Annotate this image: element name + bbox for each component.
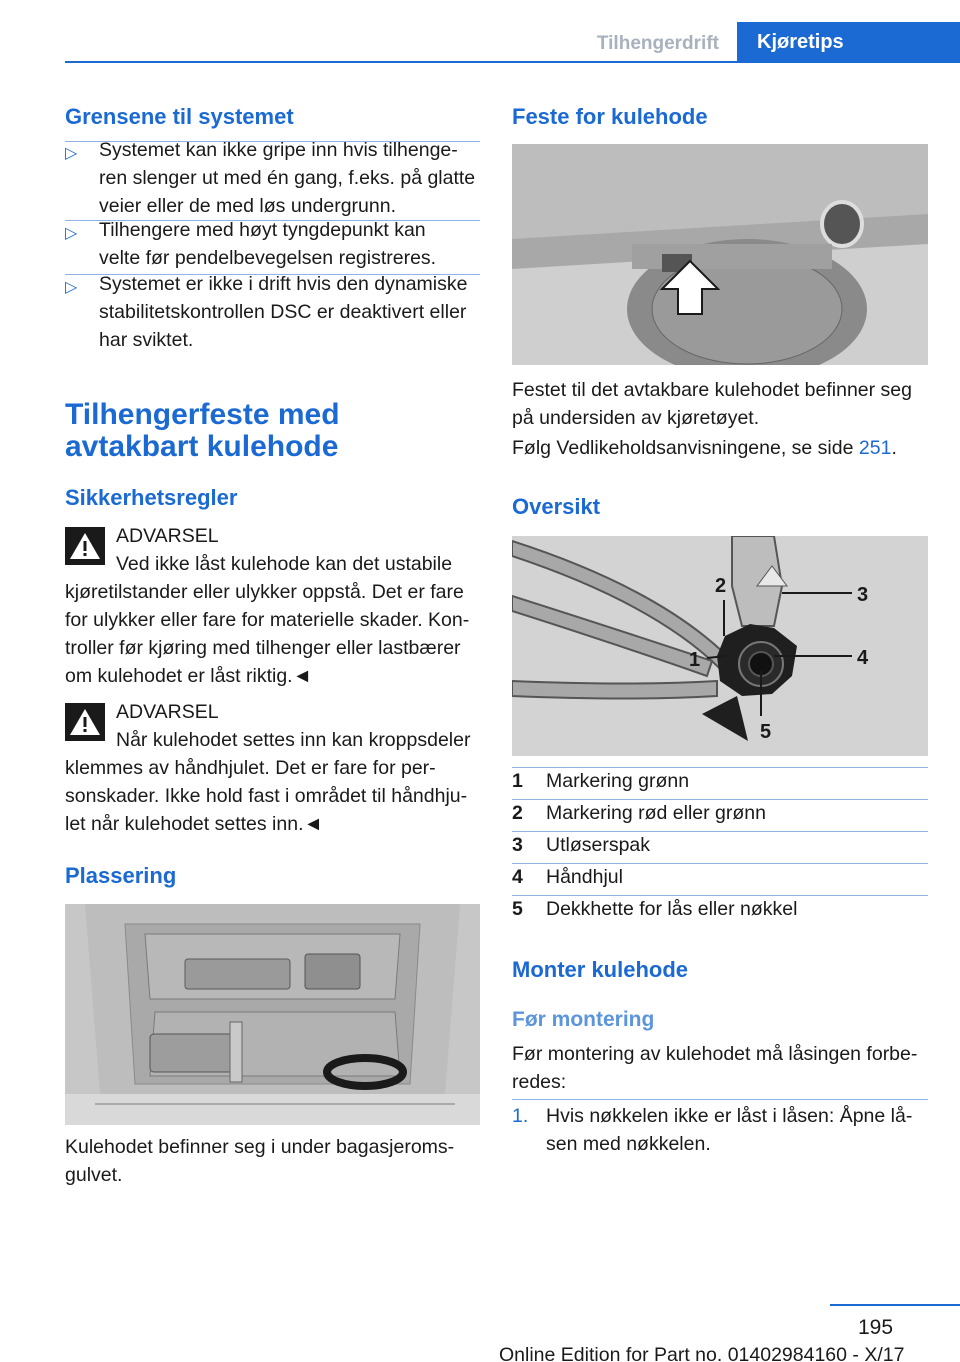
warning-1-label: ADVARSEL [116, 525, 219, 547]
header-tab-section[interactable]: Tilhengerdrift [596, 33, 719, 54]
warning-2-label: ADVARSEL [116, 701, 219, 723]
legend-number: 2 [512, 802, 523, 824]
text-line: redes: [512, 1071, 567, 1093]
placement-caption [65, 1133, 480, 1189]
rear-underside-image [512, 144, 928, 365]
divider [512, 1099, 928, 1100]
text-line: på undersiden av kjøretøyet. [512, 407, 760, 429]
maintenance-note [512, 434, 928, 462]
warning-2-first-line: Når kulehodet settes inn kan kroppsdeler [116, 729, 471, 751]
text-line: Tilhengere med høyt tyngdepunkt kan [99, 219, 426, 241]
step-number: 1. [512, 1105, 529, 1127]
safety-heading: Sikkerhetsregler [65, 485, 238, 510]
ball-head-overview-image [512, 536, 928, 756]
limits-item-3 [65, 270, 480, 354]
limits-item-2 [65, 216, 480, 272]
callout-2: 2 [715, 575, 727, 597]
callout-4: 4 [857, 647, 869, 669]
maintenance-note-suffix: . [891, 437, 897, 459]
text-line: velte før pendelbevegelsen registreres. [99, 247, 437, 269]
warning-1-body [65, 578, 480, 690]
legend-number: 1 [512, 770, 523, 792]
callout-5: 5 [760, 721, 772, 743]
text-line: troller før kjøring med tilhenger eller lastbærer [65, 637, 461, 659]
triangle-bullet-icon: ▷ [65, 145, 78, 162]
warning-1-first-line: Ved ikke låst kulehode kan det ustabile [116, 553, 453, 575]
callout-1: 1 [689, 649, 701, 671]
callout-3: 3 [857, 584, 869, 606]
header-rule [65, 61, 960, 63]
text-line: gulvet. [65, 1164, 123, 1186]
legend-text: Håndhjul [546, 866, 623, 888]
page-number: 195 [858, 1316, 894, 1339]
text-line: veier eller de med løs undergrunn. [99, 195, 396, 217]
triangle-bullet-icon: ▷ [65, 225, 78, 242]
text-line: Kulehodet befinner seg i under bagasjeroms- [65, 1136, 455, 1158]
mount-heading: Feste for kulehode [512, 104, 708, 129]
text-line: Systemet er ikke i drift hvis den dynamiske [99, 273, 468, 295]
warning-icon [65, 703, 105, 741]
text-line: kjøretilstander eller ulykker oppstå. Det er fare [65, 581, 464, 603]
text-line: for ulykker eller fare for materielle skader. Kon- [65, 609, 470, 631]
text-line: Systemet kan ikke gripe inn hvis tilhenge- [99, 139, 458, 161]
text-line: har sviktet. [99, 329, 194, 351]
placement-heading: Plassering [65, 863, 177, 888]
text-line: Hvis nøkkelen ikke er låst i låsen: Åpne lå- [546, 1105, 913, 1127]
text-line: Før montering av kulehodet må låsingen forbe- [512, 1043, 918, 1065]
text-line: sonskader. Ikke hold fast i området til håndhju- [65, 785, 468, 807]
legend-number: 3 [512, 834, 523, 856]
text-line: ren slenger ut med én gang, f.eks. på glatte [99, 167, 476, 189]
text-line: sen med nøkkelen. [546, 1133, 711, 1155]
header-tab-chapter[interactable]: Kjøretips [737, 22, 960, 63]
footer-rule [830, 1304, 960, 1306]
legend-text: Markering rød eller grønn [546, 802, 766, 824]
warning-2-body [65, 754, 480, 838]
edition-note: Online Edition for Part no. 01402984160 - X/17 [499, 1344, 905, 1362]
trunk-floor-image [65, 904, 480, 1125]
overview-heading: Oversikt [512, 494, 601, 519]
limits-item-1 [65, 136, 480, 220]
page-reference-link[interactable]: 251 [858, 437, 892, 459]
legend-text: Utløserspak [546, 834, 651, 856]
text-line: let når kulehodet settes inn.◄ [65, 813, 323, 835]
legend-text: Dekkhette for lås eller nøkkel [546, 898, 798, 920]
maintenance-note-text: Følg Vedlikeholdsanvisningene, se side [512, 437, 859, 459]
legend-number: 5 [512, 898, 523, 920]
warning-icon [65, 527, 105, 565]
before-install-heading: Før montering [512, 1008, 655, 1031]
triangle-bullet-icon: ▷ [65, 279, 78, 296]
text-line: om kulehodet er låst riktig.◄ [65, 665, 312, 687]
before-install-text [512, 1040, 928, 1096]
install-heading: Monter kulehode [512, 957, 689, 982]
limits-heading: Grensene til systemet [65, 104, 294, 129]
legend-number: 4 [512, 866, 523, 888]
chapter-title-line: Tilhengerfeste med [65, 398, 340, 431]
install-step-1 [512, 1102, 928, 1158]
text-line: klemmes av håndhjulet. Det er fare for per- [65, 757, 436, 779]
chapter-title [65, 399, 340, 463]
chapter-title-line: avtakbart kulehode [65, 430, 339, 463]
text-line: stabilitetskontrollen DSC er deaktivert eller [99, 301, 467, 323]
legend-text: Markering grønn [546, 770, 690, 792]
mount-text [512, 376, 928, 432]
text-line: Festet til det avtakbare kulehodet befinner seg [512, 379, 912, 401]
